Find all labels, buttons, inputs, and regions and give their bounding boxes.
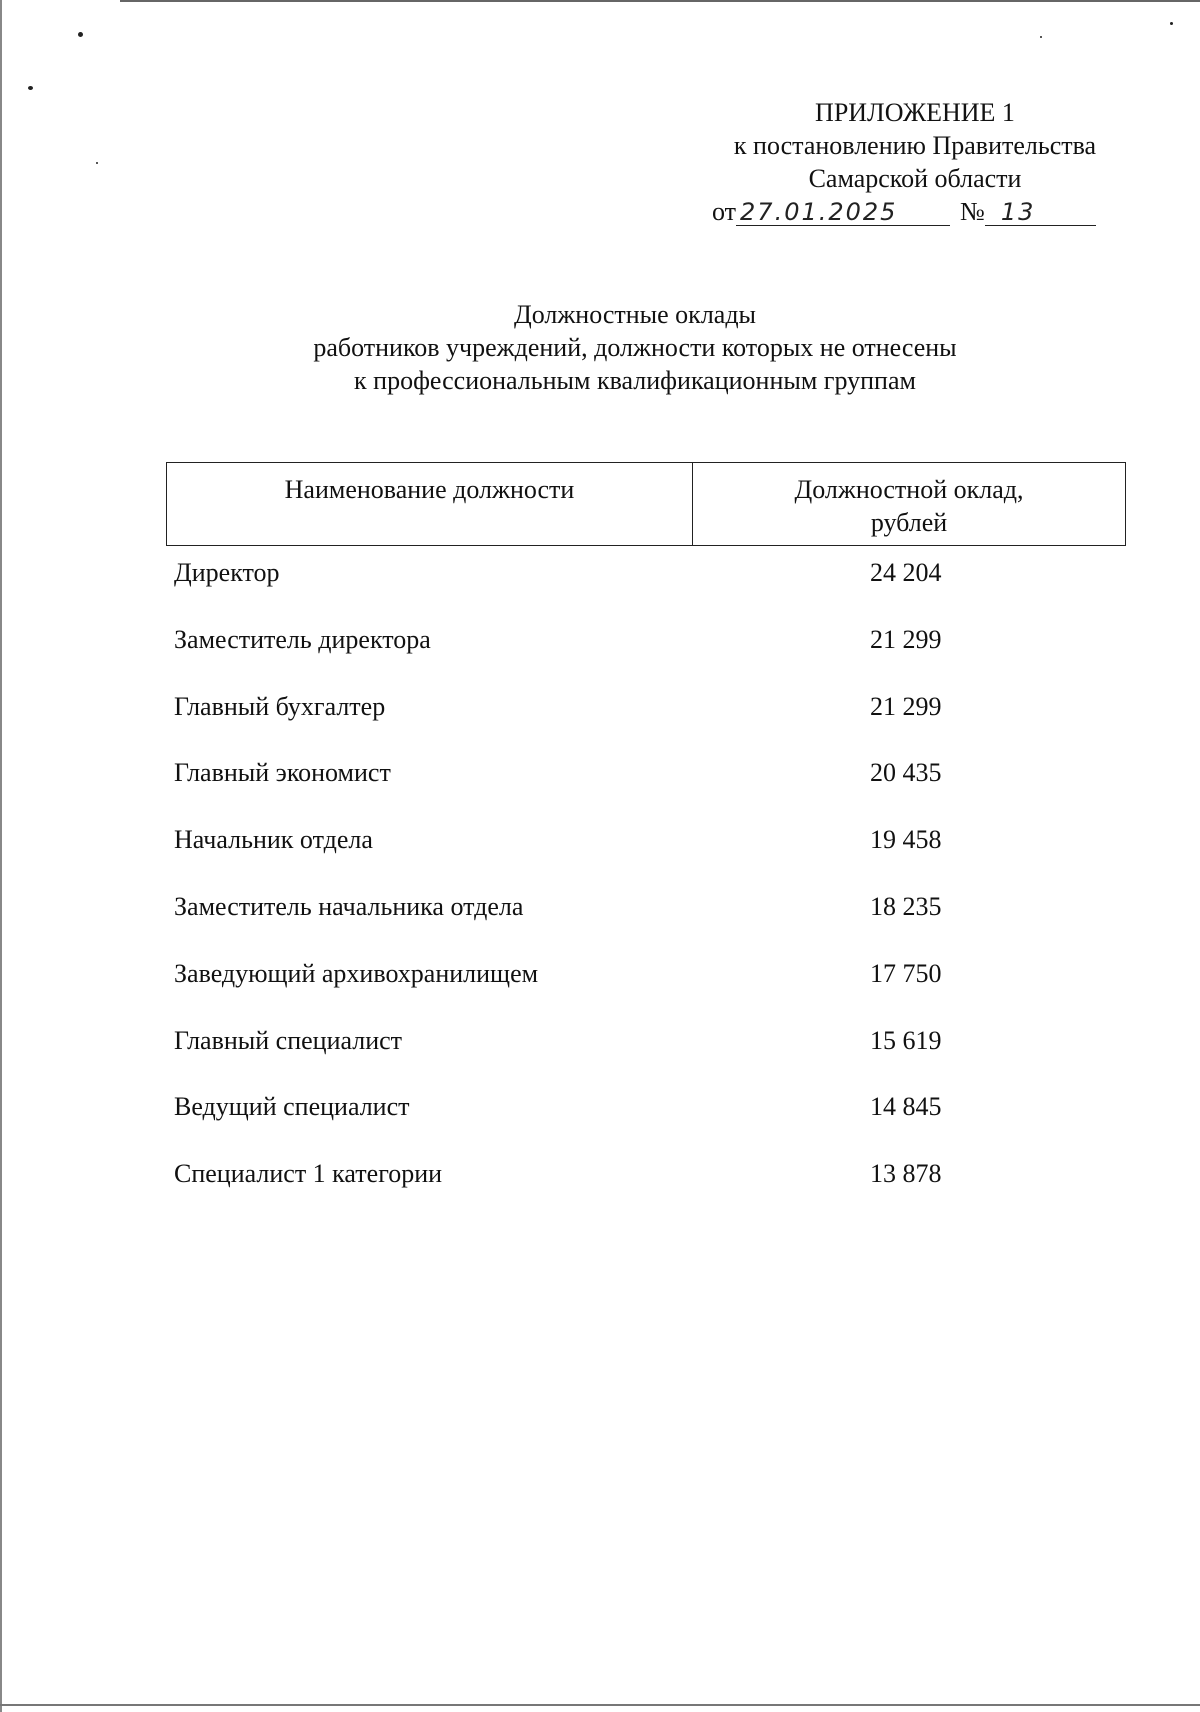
scan-speck xyxy=(28,86,33,90)
table-row xyxy=(174,556,1134,623)
column-header-salary-line-2: рублей xyxy=(870,508,948,537)
title-line-2: работников учреждений, должности которых не отнесены xyxy=(313,333,957,362)
table-row xyxy=(174,957,1134,1024)
salary-value: 19 458 xyxy=(870,825,942,855)
table-row xyxy=(174,623,1134,690)
table-row xyxy=(174,1157,1134,1224)
table-row xyxy=(174,823,1134,890)
handwritten-number: 13 xyxy=(1000,198,1036,226)
position-name: Специалист 1 категории xyxy=(174,1159,443,1189)
date-field xyxy=(736,199,950,226)
salary-table-header xyxy=(166,462,1126,546)
column-header-salary xyxy=(693,463,1125,545)
table-row xyxy=(174,890,1134,957)
table-row xyxy=(174,1024,1134,1091)
position-name: Ведущий специалист xyxy=(174,1092,410,1122)
handwritten-date: 27.01.2025 xyxy=(740,198,898,226)
position-name: Главный экономист xyxy=(174,758,391,788)
salary-value: 21 299 xyxy=(870,624,942,654)
salary-value: 20 435 xyxy=(870,758,942,788)
salary-value: 17 750 xyxy=(870,958,942,988)
position-name: Начальник отдела xyxy=(174,825,373,855)
number-field xyxy=(985,199,1096,226)
title-line-1: Должностные оклады xyxy=(513,300,757,329)
appendix-resolution-line: к постановлению Правительства xyxy=(733,131,1097,160)
document-title xyxy=(160,298,1110,397)
appendix-header xyxy=(680,96,1150,228)
table-row xyxy=(174,756,1134,823)
scan-speck xyxy=(96,162,98,164)
scan-edge-left xyxy=(0,0,2,1712)
scan-edge-top xyxy=(120,0,1200,2)
salary-value: 15 619 xyxy=(870,1025,942,1055)
appendix-title: ПРИЛОЖЕНИЕ 1 xyxy=(815,98,1015,127)
number-prefix: № xyxy=(960,197,985,226)
title-line-3: к профессиональным квалификационным группам xyxy=(354,366,916,395)
position-name: Заместитель директора xyxy=(174,624,431,654)
salary-value: 18 235 xyxy=(870,891,942,921)
position-name: Заведующий архивохранилищем xyxy=(174,958,539,988)
table-row xyxy=(174,1090,1134,1157)
salary-table-body xyxy=(174,556,1134,1224)
appendix-date-number-line xyxy=(680,195,1150,228)
position-name: Главный специалист xyxy=(174,1025,403,1055)
salary-value: 13 878 xyxy=(870,1159,942,1189)
column-header-position: Наименование должности xyxy=(167,463,693,545)
position-name: Главный бухгалтер xyxy=(174,691,386,721)
salary-value: 14 845 xyxy=(870,1092,942,1122)
table-row xyxy=(174,690,1134,757)
scan-speck xyxy=(78,32,83,37)
position-name: Директор xyxy=(174,558,280,587)
salary-value: 21 299 xyxy=(870,691,942,721)
scan-speck xyxy=(1040,36,1042,38)
scan-speck xyxy=(1170,22,1173,25)
scan-edge-bottom xyxy=(0,1704,1200,1706)
salary-value: 24 204 xyxy=(870,558,942,587)
position-name: Заместитель начальника отдела xyxy=(174,891,524,921)
column-header-salary-line-1: Должностной оклад, xyxy=(794,475,1024,504)
date-prefix: от xyxy=(712,197,737,226)
appendix-region-line: Самарской области xyxy=(808,164,1022,193)
